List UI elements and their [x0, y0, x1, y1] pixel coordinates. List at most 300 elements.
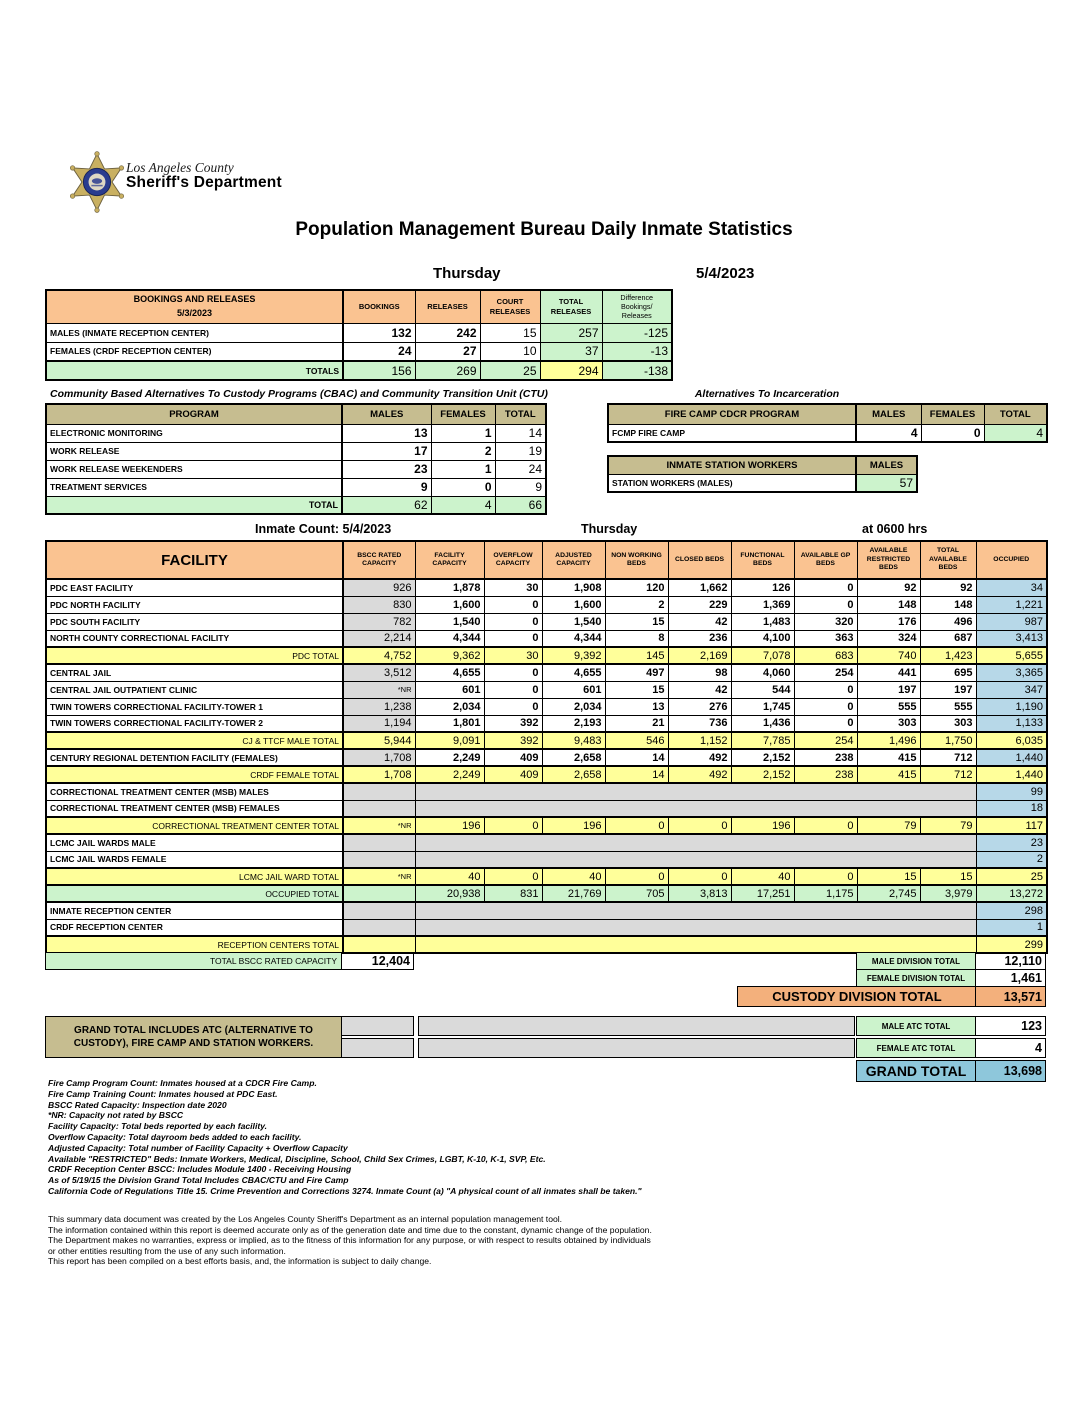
- occupied-total-value: 5,655: [976, 647, 1047, 664]
- cbac-header-row: [46, 404, 546, 424]
- facility-row: [46, 647, 1047, 664]
- bscc-rated-capacity: 3,512: [343, 664, 415, 681]
- facility-value: 176: [857, 613, 920, 630]
- bookings-value: 257: [540, 323, 602, 342]
- facility-total-value: 705: [605, 885, 668, 902]
- footnote-line: Overflow Capacity: Total dayroom beds added to each facility.: [48, 1131, 302, 1142]
- col-females: FEMALES: [431, 404, 495, 424]
- bscc-rated-capacity: 782: [343, 613, 415, 630]
- occupied-value: 2: [976, 851, 1047, 868]
- bookings-totals-row: [46, 361, 672, 380]
- occupied-value: 3,365: [976, 664, 1047, 681]
- facility-value: 2,658: [542, 749, 605, 766]
- bookings-row-label: FEMALES (CRDF RECEPTION CENTER): [46, 342, 343, 361]
- cbac-value: 9: [342, 478, 431, 496]
- facility-name: CENTRAL JAIL: [46, 664, 343, 681]
- facility-row: [46, 732, 1047, 749]
- female-division-total-value: 1,461: [975, 969, 1046, 987]
- footnote-line: Available "RESTRICTED" Beds: Inmate Workers, Medical, Discipline, School, Child Sex Crimes, LGBT, K-10, K-1, SVP, Etc.: [48, 1153, 546, 1164]
- empty-cell: [341, 1038, 414, 1058]
- bscc-rated-capacity: 1,194: [343, 715, 415, 732]
- col-bookings: BOOKINGS: [343, 290, 415, 323]
- bscc-total: 5,944: [343, 732, 415, 749]
- empty-span: [415, 919, 976, 936]
- facility-row: [46, 902, 1047, 919]
- cbac-row-label: TREATMENT SERVICES: [46, 478, 342, 496]
- total-bscc-rated-capacity-value: 12,404: [341, 952, 414, 970]
- inmate-count-time: at 0600 hrs: [862, 522, 928, 536]
- bscc-rated-capacity: 926: [343, 579, 415, 596]
- bookings-row: [46, 342, 672, 361]
- total-bscc-rated-capacity-label: TOTAL BSCC RATED CAPACITY: [45, 952, 342, 970]
- facility-row: [46, 919, 1047, 936]
- empty-cell: [418, 1016, 855, 1036]
- facility-value: 601: [542, 681, 605, 698]
- facility-value: 0: [484, 664, 542, 681]
- facility-value: 92: [857, 579, 920, 596]
- female-division-total-label: FEMALE DIVISION TOTAL: [856, 969, 976, 987]
- male-atc-total-label: MALE ATC TOTAL: [856, 1016, 976, 1036]
- cbac-value: 23: [342, 460, 431, 478]
- facility-name: PDC SOUTH FACILITY: [46, 613, 343, 630]
- facility-total-value: 40: [542, 868, 605, 885]
- cbac-value: 1: [431, 424, 495, 442]
- facility-total-value: 2,169: [668, 647, 731, 664]
- facility-total-label: OCCUPIED TOTAL: [46, 885, 343, 902]
- grand-total-value: 13,698: [975, 1060, 1046, 1082]
- facility-name: CORRECTIONAL TREATMENT CENTER (MSB) FEMALES: [46, 800, 343, 817]
- occupied-value: 298: [976, 902, 1047, 919]
- cbac-value: 2: [431, 442, 495, 460]
- facility-value: 601: [415, 681, 484, 698]
- facility-value: 1,483: [731, 613, 794, 630]
- bscc-rated-capacity: *NR: [343, 681, 415, 698]
- facility-value: 544: [731, 681, 794, 698]
- fire-camp-males: 4: [856, 424, 921, 442]
- facility-total-label: CJ & TTCF MALE TOTAL: [46, 732, 343, 749]
- cbac-value: 17: [342, 442, 431, 460]
- facility-total-label: CORRECTIONAL TREATMENT CENTER TOTAL: [46, 817, 343, 834]
- col-functional-beds: FUNCTIONAL BEDS: [731, 541, 794, 579]
- cbac-value: 14: [495, 424, 546, 442]
- col-program: PROGRAM: [46, 404, 342, 424]
- bookings-value: 27: [415, 342, 480, 361]
- facility-value: 13: [605, 698, 668, 715]
- empty-span: [415, 800, 976, 817]
- facility-row: [46, 800, 1047, 817]
- facility-value: 409: [484, 749, 542, 766]
- facility-total-value: 9,091: [415, 732, 484, 749]
- facility-total-value: 196: [542, 817, 605, 834]
- occupied-value: 1,190: [976, 698, 1047, 715]
- col-total: TOTAL: [984, 404, 1047, 424]
- fire-camp-females: 0: [921, 424, 984, 442]
- facility-total-value: 546: [605, 732, 668, 749]
- facility-total-value: 683: [794, 647, 857, 664]
- facility-header-row: [46, 541, 1047, 579]
- facility-total-value: 409: [484, 766, 542, 783]
- facility-total-value: 79: [920, 817, 976, 834]
- station-workers-header-row: [608, 456, 917, 474]
- facility-total-value: 254: [794, 732, 857, 749]
- bscc-total: *NR: [343, 868, 415, 885]
- facility-total-value: 9,392: [542, 647, 605, 664]
- bscc-rated-capacity: 830: [343, 596, 415, 613]
- facility-value: 1,662: [668, 579, 731, 596]
- col-facility-capacity: FACILITY CAPACITY: [415, 541, 484, 579]
- facility-row: [46, 664, 1047, 681]
- facility-total-value: 7,078: [731, 647, 794, 664]
- facility-row: [46, 868, 1047, 885]
- occupied-value: 1: [976, 919, 1047, 936]
- cbac-totals-row: [46, 496, 546, 514]
- cbac-table: [45, 403, 547, 515]
- facility-row: [46, 783, 1047, 800]
- female-atc-total-label: FEMALE ATC TOTAL: [856, 1038, 976, 1058]
- bookings-title-line2: 5/3/2023: [176, 307, 213, 318]
- facility-table: [45, 540, 1048, 954]
- facility-total-value: 0: [668, 868, 731, 885]
- occupied-value: 1,440: [976, 749, 1047, 766]
- facility-value: 1,600: [415, 596, 484, 613]
- agency-county: Los Angeles County: [126, 160, 234, 175]
- facility-total-value: 14: [605, 766, 668, 783]
- facility-total-value: 3,979: [920, 885, 976, 902]
- bookings-total-value: 25: [480, 361, 540, 380]
- facility-total-value: 740: [857, 647, 920, 664]
- report-day: Thursday: [433, 265, 501, 282]
- facility-total-label: LCMC JAIL WARD TOTAL: [46, 868, 343, 885]
- disclaimer-line: This report has been compiled on a best efforts basis, and, the information is subject to daily change.: [48, 1256, 432, 1267]
- facility-total-value: 2,658: [542, 766, 605, 783]
- occupied-value: 987: [976, 613, 1047, 630]
- facility-name: CRDF RECEPTION CENTER: [46, 919, 343, 936]
- facility-value: 441: [857, 664, 920, 681]
- facility-value: 148: [857, 596, 920, 613]
- cbac-value: 13: [342, 424, 431, 442]
- bookings-value: -13: [602, 342, 672, 361]
- custody-division-total-value: 13,571: [975, 986, 1046, 1007]
- cbac-value: 24: [495, 460, 546, 478]
- bookings-value: 15: [480, 323, 540, 342]
- facility-total-value: 21,769: [542, 885, 605, 902]
- facility-value: 4,100: [731, 630, 794, 647]
- facility-value: 276: [668, 698, 731, 715]
- bookings-totals-label: TOTALS: [46, 361, 343, 380]
- facility-value: 0: [794, 698, 857, 715]
- fire-camp-row: [608, 424, 1047, 442]
- facility-total-value: 40: [415, 868, 484, 885]
- cbac-totals-label: TOTAL: [46, 496, 342, 514]
- facility-value: 1,369: [731, 596, 794, 613]
- facility-total-value: 3,813: [668, 885, 731, 902]
- disclaimer-line: The information contained within this report is deemed accurate only as of the generation date and time due to the constant, dynamic change of the population.: [48, 1224, 652, 1235]
- facility-value: 254: [794, 664, 857, 681]
- facility-value: 126: [731, 579, 794, 596]
- disclaimer-line: The Department makes no warranties, express or implied, as to the fitness of this information for any purpose, or with respect to results obtained by individuals: [48, 1235, 651, 1246]
- facility-value: 1,600: [542, 596, 605, 613]
- grand-total-label: GRAND TOTAL: [856, 1060, 976, 1082]
- facility-value: 0: [484, 613, 542, 630]
- grand-total-note-line1: GRAND TOTAL INCLUDES ATC (ALTERNATIVE TO: [74, 1024, 313, 1036]
- facility-value: 4,344: [542, 630, 605, 647]
- facility-value: 1,540: [542, 613, 605, 630]
- facility-value: 0: [794, 681, 857, 698]
- footnote-line: As of 5/19/15 the Division Grand Total Includes CBAC/CTU and Fire Camp: [48, 1175, 349, 1186]
- cbac-row-label: ELECTRONIC MONITORING: [46, 424, 342, 442]
- facility-total-value: 415: [857, 766, 920, 783]
- col-overflow-capacity: OVERFLOW CAPACITY: [484, 541, 542, 579]
- custody-division-total-label: CUSTODY DIVISION TOTAL: [737, 986, 977, 1007]
- facility-value: 229: [668, 596, 731, 613]
- disclaimer-line: or other entities resulting from the use of any such information.: [48, 1245, 286, 1256]
- occupied-value: 1,221: [976, 596, 1047, 613]
- bscc-rated-capacity: [343, 834, 415, 851]
- bscc-rated-capacity: [343, 919, 415, 936]
- empty-span: [415, 834, 976, 851]
- facility-row: [46, 596, 1047, 613]
- empty-span: [415, 851, 976, 868]
- occupied-value: 1,133: [976, 715, 1047, 732]
- agency-name: [126, 161, 282, 191]
- footnote-line: California Code of Regulations Title 15. Crime Prevention and Corrections 3274. Inmate Count (a) "A physical count of all inmates shall be taken.": [48, 1185, 642, 1196]
- footnote-line: Adjusted Capacity: Total number of Facility Capacity + Overflow Capacity: [48, 1142, 348, 1153]
- facility-value: 555: [857, 698, 920, 715]
- facility-value: 197: [920, 681, 976, 698]
- facility-total-value: 0: [484, 817, 542, 834]
- cbac-row-label: WORK RELEASE: [46, 442, 342, 460]
- facility-name: NORTH COUNTY CORRECTIONAL FACILITY: [46, 630, 343, 647]
- facility-value: 4,060: [731, 664, 794, 681]
- facility-value: 687: [920, 630, 976, 647]
- facility-value: 492: [668, 749, 731, 766]
- facility-row: [46, 613, 1047, 630]
- bscc-rated-capacity: 1,708: [343, 749, 415, 766]
- facility-value: 1,540: [415, 613, 484, 630]
- bookings-releases-table: [45, 289, 673, 381]
- col-difference: Difference Bookings/ Releases: [602, 290, 672, 323]
- facility-name: PDC NORTH FACILITY: [46, 596, 343, 613]
- col-total: TOTAL: [495, 404, 546, 424]
- facility-value: 0: [484, 630, 542, 647]
- facility-value: 8: [605, 630, 668, 647]
- facility-value: 30: [484, 579, 542, 596]
- facility-value: 2,034: [415, 698, 484, 715]
- bookings-row: [46, 323, 672, 342]
- station-workers-table: [607, 455, 918, 493]
- facility-total-value: 0: [605, 868, 668, 885]
- facility-value: 4,344: [415, 630, 484, 647]
- facility-row: [46, 834, 1047, 851]
- col-available-gp-beds: AVAILABLE GP BEDS: [794, 541, 857, 579]
- facility-value: 303: [857, 715, 920, 732]
- facility-value: 0: [484, 698, 542, 715]
- facility-name: TWIN TOWERS CORRECTIONAL FACILITY-TOWER 2: [46, 715, 343, 732]
- cbac-value: 9: [495, 478, 546, 496]
- facility-value: 0: [484, 596, 542, 613]
- bookings-row-label: MALES (INMATE RECEPTION CENTER): [46, 323, 343, 342]
- facility-row: [46, 885, 1047, 902]
- facility-value: 1,801: [415, 715, 484, 732]
- facility-value: 324: [857, 630, 920, 647]
- facility-value: 736: [668, 715, 731, 732]
- facility-row: [46, 630, 1047, 647]
- male-division-total-label: MALE DIVISION TOTAL: [856, 952, 976, 970]
- facility-value: 92: [920, 579, 976, 596]
- facility-value: 1,436: [731, 715, 794, 732]
- occupied-value: 3,413: [976, 630, 1047, 647]
- occupied-value: 34: [976, 579, 1047, 596]
- facility-name: TWIN TOWERS CORRECTIONAL FACILITY-TOWER 1: [46, 698, 343, 715]
- footnotes: [48, 1078, 808, 1197]
- facility-total-value: 392: [484, 732, 542, 749]
- facility-value: 415: [857, 749, 920, 766]
- col-adjusted-capacity: ADJUSTED CAPACITY: [542, 541, 605, 579]
- facility-total-value: 238: [794, 766, 857, 783]
- facility-name: CENTRAL JAIL OUTPATIENT CLINIC: [46, 681, 343, 698]
- facility-total-value: 1,152: [668, 732, 731, 749]
- bookings-value: 24: [343, 342, 415, 361]
- col-fire-camp-program: FIRE CAMP CDCR PROGRAM: [608, 404, 856, 424]
- col-inmate-station-workers: INMATE STATION WORKERS: [608, 456, 856, 474]
- cbac-section-title: Community Based Alternatives To Custody Programs (CBAC) and Community Transition Unit (CTU): [50, 388, 548, 400]
- bscc-total: [343, 885, 415, 902]
- grand-total-note-line2: CUSTODY), FIRE CAMP AND STATION WORKERS.: [73, 1038, 314, 1049]
- facility-value: 197: [857, 681, 920, 698]
- facility-value: 496: [920, 613, 976, 630]
- fire-camp-label: FCMP FIRE CAMP: [608, 424, 856, 442]
- cbac-row-label: WORK RELEASE WEEKENDERS: [46, 460, 342, 478]
- bscc-total: 4,752: [343, 647, 415, 664]
- facility-total-value: 2,745: [857, 885, 920, 902]
- facility-value: 14: [605, 749, 668, 766]
- disclaimer: [48, 1214, 948, 1267]
- facility-value: 0: [794, 596, 857, 613]
- cbac-row: [46, 442, 546, 460]
- col-males: MALES: [856, 404, 921, 424]
- facility-name: LCMC JAIL WARDS MALE: [46, 834, 343, 851]
- facility-total-value: 0: [605, 817, 668, 834]
- facility-value: 363: [794, 630, 857, 647]
- facility-total-value: 0: [794, 817, 857, 834]
- facility-value: 2,034: [542, 698, 605, 715]
- facility-row: [46, 698, 1047, 715]
- facility-total-value: 1,496: [857, 732, 920, 749]
- col-releases: RELEASES: [415, 290, 480, 323]
- female-atc-total-value: 4: [975, 1038, 1046, 1058]
- facility-row: [46, 766, 1047, 783]
- bscc-total: 1,708: [343, 766, 415, 783]
- facility-value: 15: [605, 681, 668, 698]
- bookings-value: 37: [540, 342, 602, 361]
- cbac-row: [46, 478, 546, 496]
- facility-value: 238: [794, 749, 857, 766]
- bookings-total-value: 156: [343, 361, 415, 380]
- facility-value: 2: [605, 596, 668, 613]
- footnote-line: CRDF Reception Center BSCC: Includes Module 1400 - Receiving Housing: [48, 1164, 352, 1175]
- col-non-working-beds: NON WORKING BEDS: [605, 541, 668, 579]
- facility-value: 2,249: [415, 749, 484, 766]
- bookings-total-value: 294: [540, 361, 602, 380]
- facility-row: [46, 817, 1047, 834]
- facility-name: PDC EAST FACILITY: [46, 579, 343, 596]
- ati-section-title: Alternatives To Incarceration: [694, 388, 840, 400]
- facility-value: 2,152: [731, 749, 794, 766]
- station-workers-males: 57: [856, 474, 917, 492]
- facility-value: 2,193: [542, 715, 605, 732]
- footnote-line: Fire Camp Training Count: Inmates housed at PDC East.: [48, 1088, 278, 1099]
- facility-total-value: 9,362: [415, 647, 484, 664]
- facility-total-value: 2,249: [415, 766, 484, 783]
- facility-value: 712: [920, 749, 976, 766]
- occupied-value: 299: [976, 936, 1047, 953]
- bscc-rated-capacity: [343, 783, 415, 800]
- facility-total-value: 15: [857, 868, 920, 885]
- facility-value: 148: [920, 596, 976, 613]
- fire-camp-total: 4: [984, 424, 1047, 442]
- col-total-available-beds: TOTAL AVAILABLE BEDS: [920, 541, 976, 579]
- facility-total-value: 15: [920, 868, 976, 885]
- bookings-value: 242: [415, 323, 480, 342]
- bscc-rated-capacity: [343, 936, 415, 953]
- col-court-releases: COURT RELEASES: [480, 290, 540, 323]
- facility-total-label: PDC TOTAL: [46, 647, 343, 664]
- facility-value: 303: [920, 715, 976, 732]
- bookings-title-line1: BOOKINGS AND RELEASES: [133, 294, 256, 305]
- col-males: MALES: [856, 456, 917, 474]
- facility-value: 555: [920, 698, 976, 715]
- footnote-line: *NR: Capacity not rated by BSCC: [48, 1110, 184, 1121]
- facility-row: [46, 681, 1047, 698]
- facility-total-value: 492: [668, 766, 731, 783]
- footnote-line: Fire Camp Program Count: Inmates housed at a CDCR Fire Camp.: [48, 1078, 317, 1088]
- facility-total-value: 1,750: [920, 732, 976, 749]
- occupied-total-value: 1,440: [976, 766, 1047, 783]
- facility-total-value: 30: [484, 647, 542, 664]
- col-total-releases: TOTAL RELEASES: [540, 290, 602, 323]
- facility-value: 236: [668, 630, 731, 647]
- occupied-total-value: 117: [976, 817, 1047, 834]
- facility-total-label: RECEPTION CENTERS TOTAL: [46, 936, 343, 953]
- facility-value: 42: [668, 613, 731, 630]
- facility-value: 0: [794, 579, 857, 596]
- facility-total-value: 2,152: [731, 766, 794, 783]
- bscc-rated-capacity: [343, 800, 415, 817]
- facility-total-value: 0: [484, 868, 542, 885]
- facility-row: [46, 936, 1047, 953]
- col-closed-beds: CLOSED BEDS: [668, 541, 731, 579]
- bscc-total: *NR: [343, 817, 415, 834]
- agency-department: Sheriff's Department: [126, 174, 282, 192]
- occupied-value: 99: [976, 783, 1047, 800]
- facility-value: 0: [794, 715, 857, 732]
- cbac-total-value: 62: [342, 496, 431, 514]
- facility-total-label: CRDF FEMALE TOTAL: [46, 766, 343, 783]
- facility-name: CORRECTIONAL TREATMENT CENTER (MSB) MALES: [46, 783, 343, 800]
- disclaimer-line: This summary data document was created by the Los Angeles County Sheriff's Department as an internal population management tool.: [48, 1214, 563, 1224]
- occupied-value: 347: [976, 681, 1047, 698]
- col-females: FEMALES: [921, 404, 984, 424]
- bscc-rated-capacity: [343, 851, 415, 868]
- occupied-total-value: 25: [976, 868, 1047, 885]
- facility-name: CENTURY REGIONAL DETENTION FACILITY (FEMALES): [46, 749, 343, 766]
- facility-value: 1,878: [415, 579, 484, 596]
- col-bscc-rated-capacity: BSCC RATED CAPACITY: [343, 541, 415, 579]
- facility-total-value: 196: [415, 817, 484, 834]
- bookings-value: 10: [480, 342, 540, 361]
- bookings-value: -125: [602, 323, 672, 342]
- empty-span: [415, 783, 976, 800]
